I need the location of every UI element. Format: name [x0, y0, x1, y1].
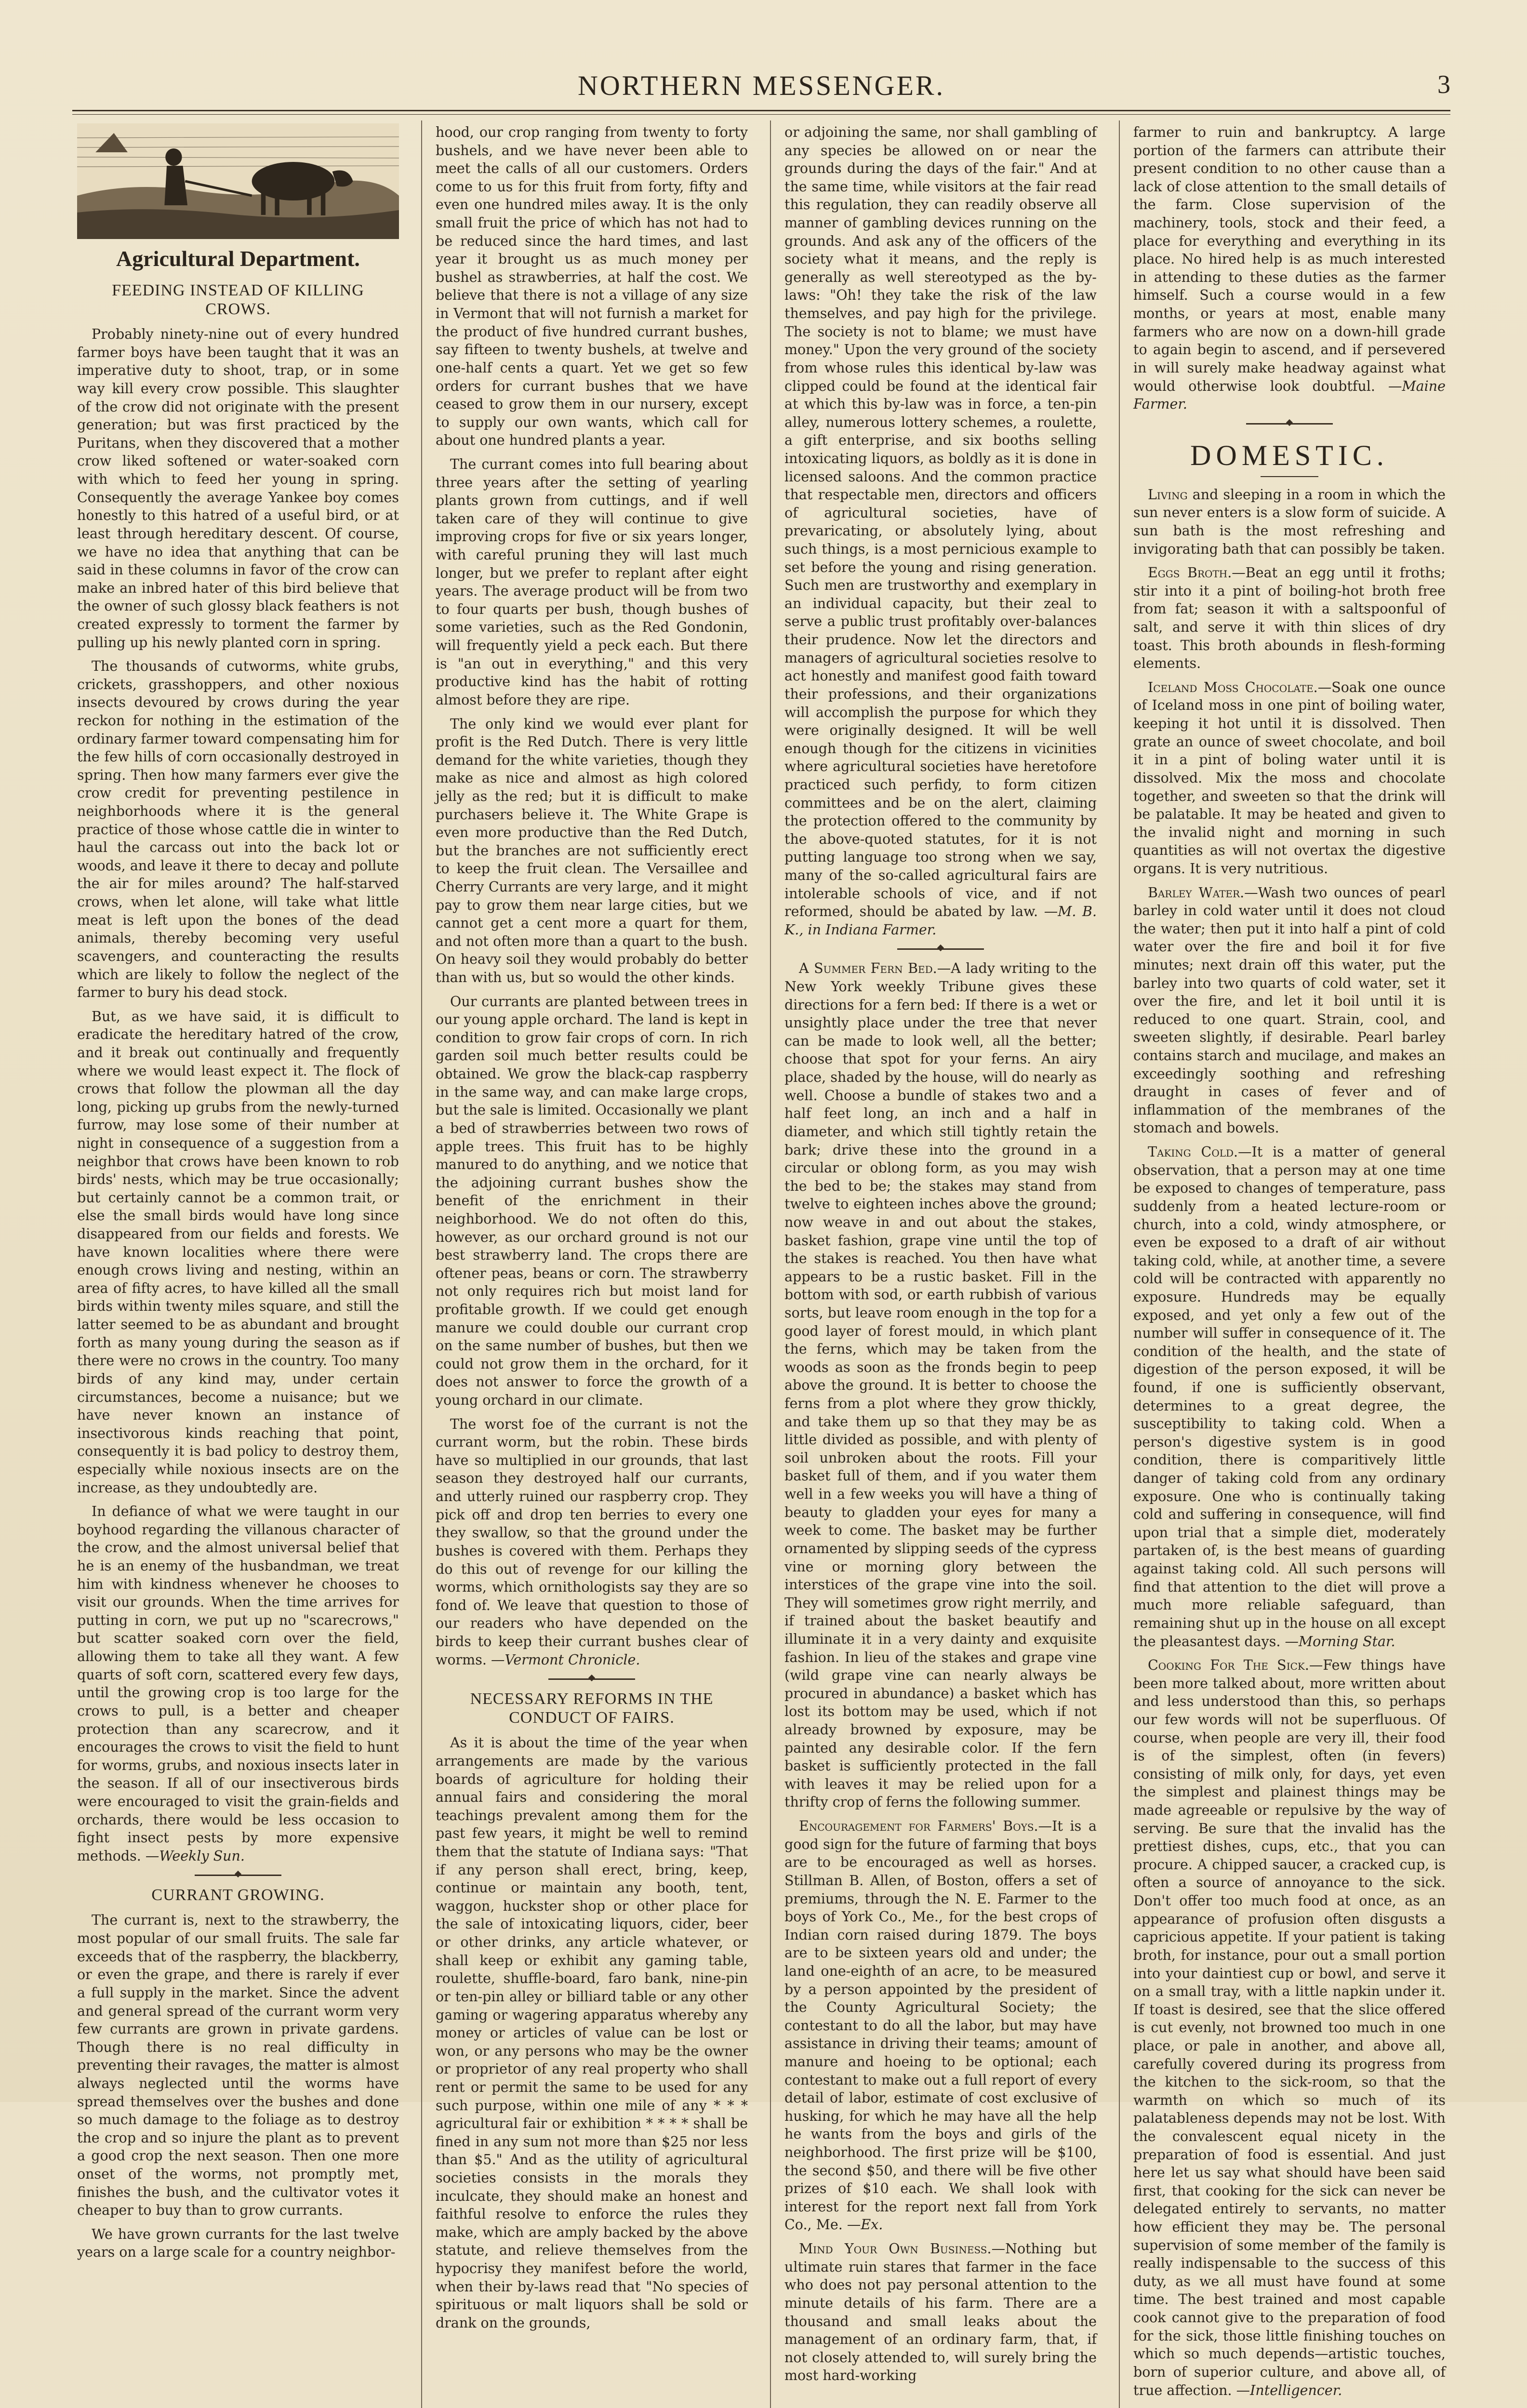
source-credit: —Weekly Sun. [145, 1848, 245, 1864]
paragraph: Our currants are planted between trees in our young apple orchard. The land is kept in condition to grow fair crops of corn. In rich garden soil much better results could be obtained. We grow the black-cap raspberry in the same way, and can make large crops, but the sale is limited. Occasionally we plant a bed of strawberries between two rows of apple trees. This fruit has to be highly manured to do anything, and we notice that the adjoining currant bushes show the benefit of the enrichment in their neighborhood. We do not often do this, however, as our orchard ground is not our best strawberry land. The crops there are oftener peas, beans or corn. The strawberry not only requires rich but moist land for profitable growth. If we could get enough manure we could double our currant crop on the same number of bushes, but then we could not grow them in the orchard, for it does not answer to force the growth of a young orchard in our climate. [436, 993, 748, 1409]
paragraph-text: —A lady writing to the New York weekly Tribune gives these directions for a fern bed: If there is a wet or unsightly place under the tree that never can be made to look well, all the better; choose that spot for your ferns. An airy place, shaded by the house, will do nearly as well. Choose a bundle of stakes two and a half feet long, an inch and a half in diameter, and which still tightly retain the bark; drive these into the ground in a circular or oblong form, as you may wish the bed to be; the stakes may stand from twelve to eighteen inches above the ground; now weave in and out about the stakes, basket fashion, grape vine until the top of the stakes is reached. You then have what appears to be a rustic basket. Fill in the bottom with sod, or earth rubbish of various sorts, but leave room enough in the top for a good layer of forest mould, in which plant the ferns, which may be taken from the woods as soon as the fronds begin to peep above the ground. It is better to choose the ferns from a plot where they grow thickly, and take them up so that they may be as little divided as possible, and with plenty of soil unbroken about the roots. Fill your basket full of them, and if you water them well in a few weeks you will have a thing of beauty to gladden your eyes for many a week to come. The basket may be further ornamented by slipping seeds of the cypress vine or morning glory between the interstices of the grape vine into the soil. They will sometimes grow right merrily, and if trained about the basket beautify and illuminate it in a very dainty and exquisite fashion. In lieu of the stakes and grape vine (wild grape vine can nearly always be procured in abundance) a basket which has lost its bottom may be used, which if not already browned by exposure, may be painted any desirable color. If the fern basket is sufficiently protected in the fall with leaves it may be relied upon for a thrifty crop of ferns the following summer. [784, 960, 1097, 1810]
paragraph-text: In defiance of what we were taught in our boyhood regarding the villanous character of the crow, and the almost universal belief that he is an enemy of the husbandman, we treat him with kindness whenever he chooses to visit our grounds. When the time arrives for putting in corn, we put up no "scarecrows," but scatter soaked corn over the field, allowing them to take all they want. A few quarts of soft corn, scattered every few days, until the growing crop is too large for the crows to pull, is a better and cheaper protection than any scarecrow, and it encourages the crows to visit the field to hunt for worms, grubs, and noxious insects later in the season. If all of our insectiverous birds were encouraged to visit the grain-fields and orchards, there would be less occasion to fight insect pests by more expensive methods. [77, 1503, 399, 1864]
column-2 [421, 120, 753, 2408]
paragraph-text: —It is a matter of general observation, that a person may at one time be exposed to changes of temperature, pass suddenly from a heated lecture-room or church, into a cold, windy atmosphere, or even be exposed to a draft of air without taking cold, while, at another time, a severe cold will be contracted with apparently no exposure. Hundreds may be equally exposed, and yet only a few out of the number will suffer in consequence of it. The condition of the health, and the state of digestion of the person exposed, it will be found, if one is sufficiently observant, determines to a great degree, the susceptibility to taking cold. When a person's digestive system is in good condition, there is comparitively little danger of taking cold from any ordinary exposure. One who is continually taking cold and suffering in consequence, will find upon trial that a simple diet, moderately partaken of, is the best means of guarding against taking cold. All such persons will find that attention to the diet will prove a much more reliable safeguard, than remaining shut up in the house on all except the pleasantest days. [1133, 1144, 1446, 1650]
source-credit: —Maine Farmer. [1133, 378, 1446, 412]
item-lead-taking-cold: Taking Cold. [1148, 1144, 1238, 1160]
item-lead-cooking-sick: Cooking For The Sick. [1148, 1657, 1309, 1674]
paragraph [1133, 123, 1446, 413]
source-credit: —Intelligencer. [1236, 2382, 1342, 2398]
article-heading-currant-growing: CURRANT GROWING. [151, 1886, 325, 1904]
item-lead-barley-water: Barley Water. [1148, 884, 1245, 901]
section-heading-domestic: DOMESTIC. [1190, 439, 1389, 471]
paragraph [1133, 564, 1446, 673]
paragraph: We have grown currants for the last twelve years on a large scale for a country neighbor- [77, 2226, 399, 2261]
paragraph-text: —Few things have been more talked about, more written about and less understood than this, so perhaps our few words will not be superfluous. Of course, when people are very ill, their food is of the simplest, often (in fevers) consisting of milk only, for days, yet even the simplest and plainest things may be made agreeable or repulsive by the way of serving. Be sure that the invalid has the prettiest dishes, cups, etc., that you can procure. A chipped saucer, a cracked cup, is often a source of annoyance to the sick. Don't offer too much food at once, as an appearance of profusion often disgusts a capricious appetite. If your patient is taking broth, for instance, pour out a small portion into your daintiest cup or bowl, and serve it on a small tray, with a little napkin under it. If toast is desired, see that the slice offered is cut evenly, not browned too much in one place, or pale in another, and above all, carefully covered during its progress from the kitchen to the sick-room, so that the warmth on which so much of its palatableness depends may not be lost. With the convalescent equal nicety in the preparation of food is essential. And just here let us say what should have been said first, that cooking for the sick can never be delegated entirely to servants, no matter how efficient they may be. The personal supervision of some member of the family is really indispensable to the success of this duty, as we all must have found at some time. The best trained and most capable cook cannot give to the preparation of food for the sick, those little finishing touches on which so much depends—artistic touches, born of superior culture, and above all, of true affection. [1133, 1657, 1446, 2398]
paragraph: hood, our crop ranging from twenty to forty bushels, and we have never been able to meet the calls of all our customers. Orders come to us for this fruit from forty, fifty and even one hundred miles away. It is the only small fruit the price of which has not had to be reduced since the hard times, and last year it brought us as much money per bushel as strawberries, at half the cost. We believe that there is not a village of any size in Vermont that will not furnish a market for the product of five hundred currant bushes, say fifteen to twenty bushels, at twelve and one-half cents a quart. Yet we get so few orders for currant bushes that we have ceased to grow them in our nursery, except to supply our own wants, which call for about one hundred plants a year. [436, 124, 748, 449]
paragraph-text: —Nothing but ultimate ruin stares that farmer in the face who does not pay personal attention to the minute details of his farm. There are a thousand and small leaks about the management of an ordinary farm, that, if not closely attended to, will surely bring the most hard-working [784, 2241, 1097, 2384]
paragraph: The only kind we would ever plant for profit is the Red Dutch. There is very little demand for the white varieties, though they make as nice and almost as high colored jelly as the red; but it is difficult to make purchasers believe it. The White Grape is even more productive than the Red Dutch, but the branches are not sufficiently erect to keep the fruit clean. The Versaillee and Cherry Currants are very large, and it might pay to grow them near large cities, but we cannot get a cent more a quart for them, and not often more than a quart to the bush. On heavy soil they would probably do better than with us, but so would the other kinds. [436, 716, 748, 986]
source-credit: —M. B. K., in Indiana Farmer. [784, 904, 1097, 938]
paragraph-text: The worst foe of the currant is not the currant worm, but the robin. These birds have so multiplied in our grounds, that last season they destroyed half our currants, and utterly ruined our raspberry crop. They pick off and drop ten berries to every one they swallow, so that the ground under the bushes is covered with them. Perhaps they do this out of revenge for our killing the worms, which ornithologists say they are so fond of. We leave that question to those of our readers who have depended on the birds to keep their currant bushes clear of worms. [436, 1416, 748, 1668]
paragraph [1133, 486, 1446, 558]
paragraph-text: or adjoining the same, nor shall gambling of any species be allowed on or near the grounds during the days of the fair." And at the same time, while visitors at the fair read this regulation, they can readily observe all manner of gambling devices running on the grounds. And ask any of the officers of the society what it means, and the reply is generally as well stereotyped as the by-laws: "Oh! they take the risk of the law themselves, and pay high for the privilege. The society is not to blame; we must have money." Upon the very ground of the society from whose rules this identical by-law was clipped could be found at the identical fair at which this by-law was in force, a ten-pin alley, numerous lottery schemes, a roulette, a gift enterprise, and six booths selling intoxicating liquors, as boldly as it is done in licensed saloons. And the common practice that respectable men, directors and officers of agricultural societies, have of prevaricating, or absolutely lying, about such things, is a most pernicious example to set before the young and rising generation. Such men are trustworthy and exemplary in an individual capacity, but their zeal to serve a public trust profitably over-balances their prudence. Now let the directors and managers of agricultural societies resolve to act honestly and manifest good faith toward their professions, and their organizations will accomplish the purpose for which they were originally designed. It will be well enough though for the citizens in vicinities where agricultural societies have heretofore practiced such perfidy, to form citizen committees and be on the alert, claiming the protection offered to the community by the above-quoted statutes, for it is not putting language too strong when we say, many of the so-called agricultural fairs are intolerable schools of vice, and if not reformed, should be abated by law. [784, 124, 1097, 920]
paragraph: The currant comes into full bearing about three years after the setting of yearling plants grown from cuttings, and if well taken care of they will continue to give improving crops for five or six years longer, with careful pruning they will last much longer, but we prefer to replant after eight years. The average product will be from two to four quarts per bush, though bushes of some varieties, such as the Red Gondonin, will frequently yield a peck each. But there is "an out in everything," and this very productive kind has the habit of rotting almost before they are ripe. [436, 456, 748, 708]
paragraph: The currant is, next to the strawberry, the most popular of our small fruits. The sale far exceeds that of the raspberry, the blackberry, or even the grape, and there is rarely if ever a full supply in the market. Since the advent and general spread of the currant worm very few currants are grown in private gardens. Though there is no real difficulty in preventing their ravages, the matter is almost always neglected until the worms have spread themselves over the bushes and done so much damage to the foliage as to destroy the crop and so injure the plant as to prevent a good crop the next season. Then one more onset of the worms, not promptly met, finishes the bush, and the cultivator votes it cheaper to buy than to grow currants. [77, 1912, 399, 2219]
paragraph: Probably ninety-nine out of every hundred farmer boys have been taught that it was an imperative duty to shoot, trap, or in some way kill every crow possible. This slaughter of the crow did not originate with the present generation; but was first practiced by the Puritans, when they discovered that a mother crow liked softened or water-soaked corn with which to feed her young in spring. Consequently the average Yankee boy comes honestly to this hatred of a useful bird, or at least through hereditary descent. Of course, we have no idea that anything that can be said in these columns in favor of the crow can make an inbred hater of this bird believe that the owner of such glossy black feathers is not created expressly to torment the farmer by pulling up his newly planted corn in spring. [77, 326, 399, 651]
paragraph [1133, 678, 1446, 878]
source-credit: —Morning Star. [1285, 1633, 1395, 1650]
article-heading-feeding-crows: FEEDING INSTEAD OF KILLING CROWS. [112, 281, 364, 319]
article-separator [195, 1875, 281, 1876]
paragraph: But, as we have said, it is difficult to eradicate the hereditary hatred of the crow, and it break out continually and frequently where we would least expect it. The flock of crows that follow the plowman all the day long, picking up grubs from the newly-turned furrow, may lose some of their number at night in consequence of a suggestion from a neighbor that crows have been known to rob birds' nests, which may be true occasionally; but certainly cannot be a common trait, or else the small birds would have long since disappeared from our fields and forests. We have known localities where there were enough crows living and nesting, within an area of fifty acres, to have killed all the small birds within twenty miles square, and still the latter seemed to be as abundant and brought forth as many young during the season as if there were no crows in the country. Too many birds of any kind may, under certain circumstances, become a nuisance; but we have never known an instance of insectivorous kinds reaching that point, consequently it is bad policy to destroy them, especially while noxious insects are on the increase, as they undoubtedly are. [77, 1008, 399, 1496]
column-1 [72, 120, 404, 2408]
item-lead-fern-bed: A Summer Fern Bed. [799, 960, 937, 977]
page-number: 3 [1437, 70, 1450, 99]
article-heading-fair-reforms: NECESSARY REFORMS IN THE CONDUCT OF FAIRS. [470, 1690, 714, 1727]
paragraph [784, 1817, 1097, 2234]
item-lead-iceland-moss: Iceland Moss Chocolate. [1148, 679, 1318, 695]
source-credit: —Ex. [847, 2217, 883, 2233]
article-separator [548, 1678, 635, 1680]
masthead-rule [72, 110, 1450, 115]
masthead [72, 67, 1450, 125]
paragraph-text: —It is a good sign for the future of farming that boys are to be encouraged as well as horses. Stillman B. Allen, of Boston, offers a set of premiums, through the N. E. Farmer to the boys of York Co., Me., for the best crops of Indian corn raised during 1879. The boys are to be sixteen years old and under; the land one-eighth of an acre, to be measured by a person appointed by the president of the County Agricultural Society; the contestant to do all the labor, but may have assistance in driving their teams; amount of manure and hoeing to be optional; each contestant to make out a full report of every detail of labor, estimate of cost exclusive of husking, for which he may have all the help he wants from the boys and girls of the neighborhood. The first prize will be $100, the second $50, and there will be five other prizes of $10 each. We shall look with interest for the report next fall from York Co., Me. [784, 1818, 1097, 2233]
paragraph: As it is about the time of the year when arrangements are made by the various boards of agriculture for holding their annual fairs and considering the moral teachings prevalent among them for the past few years, it might be well to remind them that the statute of Indiana says: "That if any person shall erect, bring, keep, continue or maintain any booth, tent, waggon, huckster shop or other place for the sale of intoxicating liquors, cider, beer or other drinks, any article whatever, or shall keep or exhibit any gaming table, roulette, shuffle-board, faro bank, nine-pin or ten-pin alley or billiard table or any other gaming or wagering apparatus whereby any money or articles of value can be lost or won, or any persons who may be the owner or proprietor of any real property who shall rent or permit the same to be used for any such purpose, within one mile of any * * * agricultural fair or exhibition * * * * shall be fined in any sum not more than $25 nor less than $5." And as the utility of agricultural societies consists in the morals they inculcate, they should make an honest and faithful resolve to enforce the rules they make, which are amply backed by the above statute, and relieve themselves from the hypocrisy they manifest before the world, when their by-laws read that "No species of spirituous or malt liquors shall be sold or drank on the grounds, [436, 1735, 748, 2331]
paragraph: The thousands of cutworms, white grubs, crickets, grasshoppers, and other noxious insects devoured by crows during the year reckon for nothing in the estimation of the ordinary farmer toward compensating him for the few hills of corn occasionally destroyed in spring. Then how many farmers ever give the crow credit for preventing pestilence in neighborhoods where it is the general practice of those whose cattle die in winter to haul the carcass out into the back lot or woods, and leave it there to decay and pollute the air for miles around? The half-starved crows, when let alone, will take what little meat is left upon the bones of the dead animals, thereby becoming very useful scavengers, and counteracting the results which are likely to follow the neglect of the farmer to bury his dead stock. [77, 658, 399, 1001]
paragraph [1133, 1143, 1446, 1650]
source-credit: —Vermont Chronicle. [491, 1651, 640, 1668]
column-3 [770, 120, 1102, 2408]
item-lead-mind-business: Mind Your Own Business. [799, 2241, 992, 2257]
masthead-title: NORTHERN MESSENGER. [577, 70, 945, 101]
article-columns [72, 120, 1450, 2398]
department-title: Agricultural Department. [116, 246, 360, 271]
item-lead-eggs-broth: Eggs Broth. [1148, 565, 1232, 581]
article-separator [1246, 423, 1333, 425]
paragraph [784, 959, 1097, 1811]
item-lead-living: Living [1148, 486, 1188, 503]
paragraph-text: —Wash two ounces of pearl barley in cold water until it does not cloud the water; then put it into half a pint of cold water over the fire and boil it for five minutes; next drain off this water, put the barley into two quarts of cold water, set it over the fire, and let it boil until it is reduced to one quart. Strain, cool, and sweeten slightly, if desirable. Pearl barley contains starch and mucilage, and makes an exceedingly soothing and refreshing draught in cases of fever and of inflammation of the membranes of the stomach and bowels. [1133, 884, 1446, 1136]
paragraph [784, 123, 1097, 939]
paragraph [784, 2240, 1097, 2385]
paragraph-text: —Soak one ounce of Iceland moss in one pint of boiling water, keeping it hot until it is dissolved. Then grate an ounce of sweet chocolate, and boil it in a pint of boling water until it is dissolved. Mix the moss and chocolate together, and sweeten so that the drink will be palatable. It may be heated and given to the invalid night and morning in such quantities as will not overtax the digestive organs. It is very nutritious. [1133, 679, 1446, 877]
item-lead-farmers-boys: Encouragement for Farmers' Boys. [799, 1818, 1038, 1835]
paragraph [1133, 884, 1446, 1138]
article-separator [897, 948, 984, 950]
heading-rule [1261, 476, 1318, 477]
paragraph-text: farmer to ruin and bankruptcy. A large portion of the farmers can attribute their present condition to no other cause than a lack of close attention to the small details of the farm. Close supervision of the machinery, tools, stock and their feed, a place for everything and everything in its place. No hired help is as much interested in attending to these duties as the farmer himself. Such a course would in a few months, or years at most, enable many farmers who are now on a down-hill grade to again begin to ascend, and if persevered in will surely make headway against what would otherwise look doubtful. [1133, 124, 1446, 394]
paragraph-text: and sleeping in a room in which the sun never enters is a slow form of suicide. A sun bath is the most refreshing and invigorating bath that can possibly be taken. [1133, 486, 1446, 557]
column-4 [1119, 120, 1450, 2408]
paragraph-text: —Beat an egg until it froths; stir into it a pint of boiling-hot broth free from fat; season it with a saltspoonful of salt, and serve it with thin slices of dry toast. This broth abounds in flesh-forming elements. [1133, 565, 1446, 672]
paragraph [1133, 1656, 1446, 2399]
farming-woodcut-illustration [77, 123, 399, 239]
paragraph [436, 1415, 748, 1669]
paragraph [77, 1503, 399, 1865]
